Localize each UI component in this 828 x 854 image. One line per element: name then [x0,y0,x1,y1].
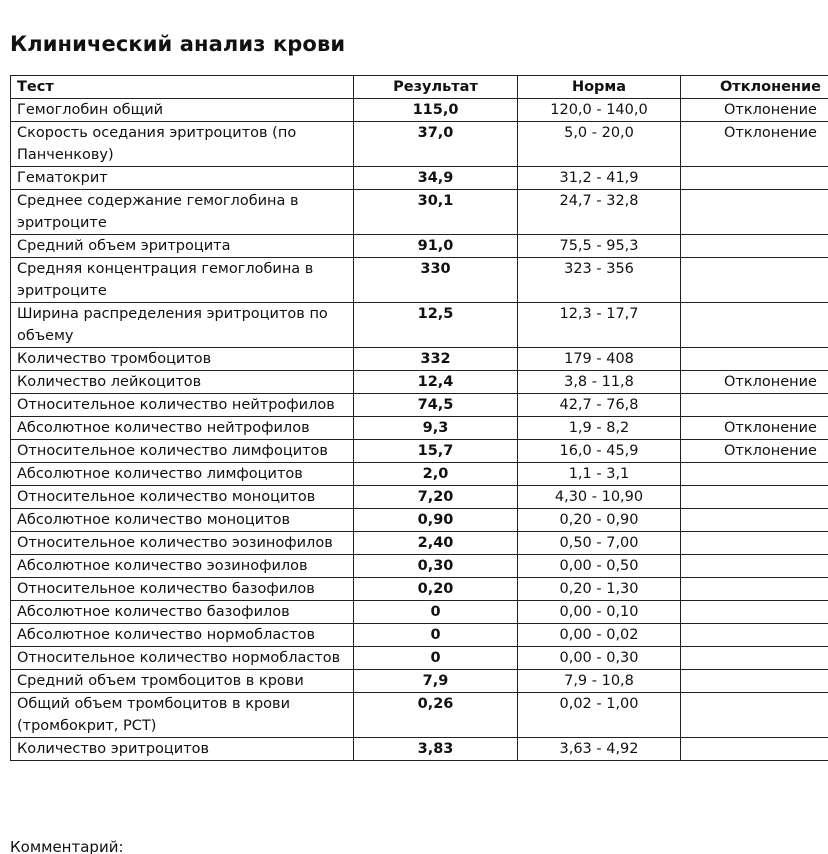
test-name-cell: Относительное количество эозинофилов [11,532,354,555]
test-name-cell: Относительное количество лимфоцитов [11,440,354,463]
test-name-cell: Количество тромбоцитов [11,348,354,371]
deviation-cell [681,235,828,258]
norm-cell: 0,00 - 0,02 [518,624,681,647]
test-name-cell: Относительное количество нормобластов [11,647,354,670]
norm-cell: 5,0 - 20,0 [518,122,681,167]
norm-cell: 0,20 - 0,90 [518,509,681,532]
deviation-cell [681,601,828,624]
deviation-cell: Отклонение [681,371,828,394]
table-row [11,190,828,235]
norm-cell: 0,00 - 0,50 [518,555,681,578]
test-name-cell: Средний объем эритроцита [11,235,354,258]
column-header-deviation: Отклонение [681,76,828,99]
norm-cell: 4,30 - 10,90 [518,486,681,509]
table-row [11,394,828,417]
result-cell: 3,83 [354,738,518,761]
test-name-cell: Гематокрит [11,167,354,190]
table-row [11,122,828,167]
norm-cell: 323 - 356 [518,258,681,303]
result-cell: 91,0 [354,235,518,258]
table-row [11,303,828,348]
test-name-cell: Относительное количество базофилов [11,578,354,601]
test-name-cell: Абсолютное количество лимфоцитов [11,463,354,486]
table-row [11,99,828,122]
result-cell: 0,90 [354,509,518,532]
table-row [11,167,828,190]
norm-cell: 12,3 - 17,7 [518,303,681,348]
norm-cell: 3,8 - 11,8 [518,371,681,394]
table-row [11,693,828,738]
result-cell: 0 [354,624,518,647]
deviation-cell: Отклонение [681,417,828,440]
test-name-cell: Количество эритроцитов [11,738,354,761]
norm-cell: 1,9 - 8,2 [518,417,681,440]
table-row [11,440,828,463]
blood-test-table [10,75,828,761]
result-cell: 2,40 [354,532,518,555]
result-cell: 37,0 [354,122,518,167]
table-row [11,578,828,601]
deviation-cell [681,486,828,509]
norm-cell: 120,0 - 140,0 [518,99,681,122]
table-row [11,235,828,258]
deviation-cell [681,555,828,578]
table-row [11,738,828,761]
result-cell: 0 [354,601,518,624]
deviation-cell [681,578,828,601]
table-row [11,509,828,532]
deviation-cell [681,532,828,555]
result-cell: 34,9 [354,167,518,190]
result-cell: 0,30 [354,555,518,578]
result-cell: 0,20 [354,578,518,601]
test-name-cell: Ширина распределения эритроцитов по объему [11,303,354,348]
result-cell: 332 [354,348,518,371]
norm-cell: 7,9 - 10,8 [518,670,681,693]
norm-cell: 0,20 - 1,30 [518,578,681,601]
table-row [11,555,828,578]
deviation-cell [681,693,828,738]
deviation-cell: Отклонение [681,122,828,167]
test-name-cell: Относительное количество моноцитов [11,486,354,509]
table-row [11,417,828,440]
deviation-cell: Отклонение [681,440,828,463]
table-row [11,348,828,371]
table-row [11,670,828,693]
test-name-cell: Абсолютное количество эозинофилов [11,555,354,578]
norm-cell: 0,00 - 0,30 [518,647,681,670]
comment-label: Комментарий: [10,838,124,854]
test-name-cell: Абсолютное количество нейтрофилов [11,417,354,440]
column-header-result: Результат [354,76,518,99]
deviation-cell [681,647,828,670]
test-name-cell: Гемоглобин общий [11,99,354,122]
test-name-cell: Среднее содержание гемоглобина в эритроците [11,190,354,235]
deviation-cell: Отклонение [681,99,828,122]
test-name-cell: Относительное количество нейтрофилов [11,394,354,417]
deviation-cell [681,394,828,417]
norm-cell: 31,2 - 41,9 [518,167,681,190]
table-row [11,532,828,555]
table-row [11,258,828,303]
norm-cell: 24,7 - 32,8 [518,190,681,235]
table-row [11,601,828,624]
test-name-cell: Количество лейкоцитов [11,371,354,394]
result-cell: 74,5 [354,394,518,417]
table-row [11,486,828,509]
table-row [11,624,828,647]
result-cell: 9,3 [354,417,518,440]
column-header-norm: Норма [518,76,681,99]
result-cell: 330 [354,258,518,303]
test-name-cell: Абсолютное количество нормобластов [11,624,354,647]
test-name-cell: Общий объем тромбоцитов в крови (тромбокрит, PCT) [11,693,354,738]
column-header-test: Тест [11,76,354,99]
result-cell: 2,0 [354,463,518,486]
table-row [11,371,828,394]
test-name-cell: Абсолютное количество базофилов [11,601,354,624]
test-name-cell: Абсолютное количество моноцитов [11,509,354,532]
norm-cell: 16,0 - 45,9 [518,440,681,463]
result-cell: 115,0 [354,99,518,122]
table-header-row [11,76,828,99]
test-name-cell: Средний объем тромбоцитов в крови [11,670,354,693]
norm-cell: 75,5 - 95,3 [518,235,681,258]
deviation-cell [681,738,828,761]
deviation-cell [681,670,828,693]
result-cell: 0 [354,647,518,670]
result-cell: 7,20 [354,486,518,509]
deviation-cell [681,167,828,190]
result-cell: 15,7 [354,440,518,463]
test-name-cell: Скорость оседания эритроцитов (по Панченкову) [11,122,354,167]
result-cell: 12,5 [354,303,518,348]
table-row [11,463,828,486]
deviation-cell [681,190,828,235]
norm-cell: 42,7 - 76,8 [518,394,681,417]
norm-cell: 0,50 - 7,00 [518,532,681,555]
deviation-cell [681,463,828,486]
test-name-cell: Средняя концентрация гемоглобина в эритроците [11,258,354,303]
table-body [11,99,828,761]
deviation-cell [681,624,828,647]
result-cell: 12,4 [354,371,518,394]
deviation-cell [681,303,828,348]
norm-cell: 1,1 - 3,1 [518,463,681,486]
norm-cell: 3,63 - 4,92 [518,738,681,761]
deviation-cell [681,258,828,303]
table-row [11,647,828,670]
norm-cell: 0,02 - 1,00 [518,693,681,738]
deviation-cell [681,509,828,532]
document-title: Клинический анализ крови [10,32,346,56]
norm-cell: 179 - 408 [518,348,681,371]
result-cell: 0,26 [354,693,518,738]
deviation-cell [681,348,828,371]
result-cell: 30,1 [354,190,518,235]
result-cell: 7,9 [354,670,518,693]
norm-cell: 0,00 - 0,10 [518,601,681,624]
